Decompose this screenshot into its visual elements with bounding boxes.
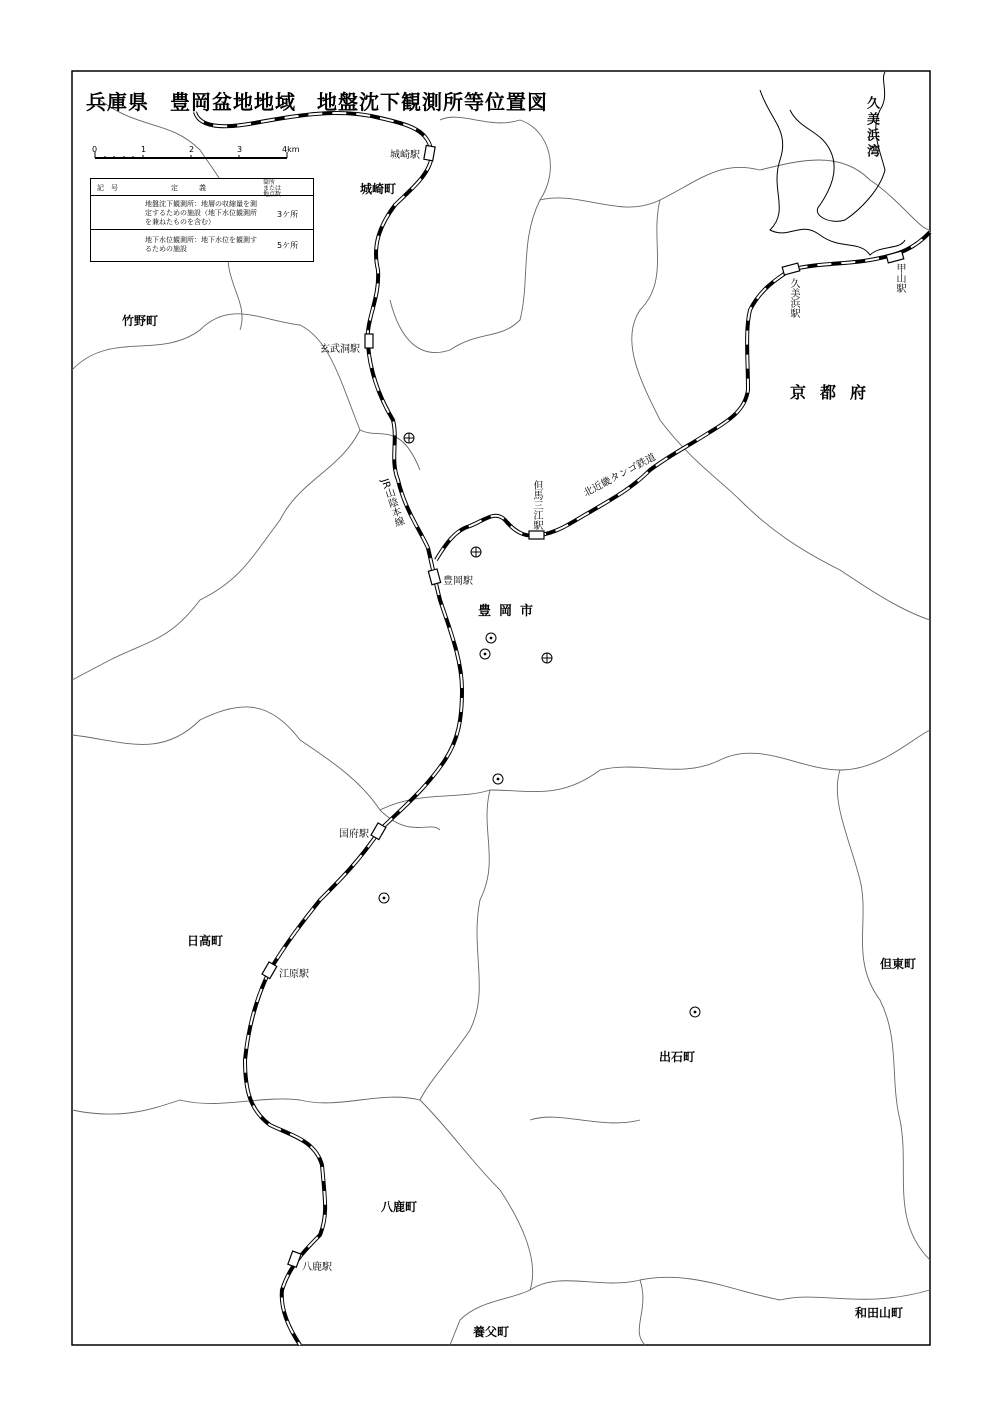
label-station-kokufu: 国府駅 [339, 829, 369, 840]
label-station-ebara: 江原駅 [279, 969, 309, 980]
station-box-kabuto [886, 251, 904, 263]
legend-header-count: 箇所 または 地点数 [263, 179, 282, 198]
scale-tick-3: 3 [237, 145, 243, 154]
groundwater-station-marker [690, 1007, 700, 1017]
legend-row-subsidence [91, 196, 313, 229]
legend [90, 178, 314, 262]
legend-count-groundwater: 5ケ所 [277, 241, 299, 250]
label-line-sanin: JR山陰本線 [378, 477, 405, 529]
coastline-kumihama-bay [760, 72, 905, 255]
groundwater-station-marker [379, 893, 389, 903]
label-line-ktr: 北近畿タンゴ鉄道 [581, 451, 658, 500]
label-station-toyooka: 豊岡駅 [443, 576, 473, 587]
legend-header-definition: 定 義 [171, 184, 206, 192]
label-tanto: 但東町 [880, 957, 917, 971]
label-station-kinosaki: 城崎駅 [390, 150, 420, 161]
label-yoka-town: 八鹿町 [381, 1200, 418, 1214]
legend-count-subsidence: 3ケ所 [277, 210, 299, 219]
label-kumihama-bay: 久美浜湾 [864, 96, 879, 160]
scale-tick-0: 0 [92, 145, 98, 154]
legend-header-symbol: 記 号 [97, 184, 118, 192]
station-box-tajima-mie [529, 531, 544, 539]
station-box-genbudo [365, 334, 373, 348]
station-box-toyooka [428, 569, 440, 585]
label-station-kabuto: 甲山駅 [894, 263, 905, 293]
label-station-genbudo: 玄武洞駅 [320, 344, 360, 355]
groundwater-station-marker [480, 649, 490, 659]
legend-definition-groundwater: 地下水位観測所：地下水位を観測するための施設 [145, 236, 257, 253]
label-station-tajima-mie: 但馬三江駅 [531, 480, 542, 530]
groundwater-station-marker [493, 774, 503, 784]
scale-tick-4: 4km [282, 145, 300, 154]
station-box-kinosaki [424, 145, 435, 160]
subsidence-station-marker [542, 653, 552, 663]
jr-sanin-line [195, 112, 462, 1345]
station-box-yoka [288, 1251, 301, 1267]
map-frame [72, 71, 930, 1345]
label-station-kumihama: 久美浜駅 [788, 278, 799, 318]
subsidence-station-marker [471, 547, 481, 557]
scale-tick-2: 2 [189, 145, 195, 154]
label-hidaka: 日高町 [187, 934, 224, 948]
legend-definition-subsidence: 地盤沈下観測所：地層の収縮量を測定するための施設（地下水位観測所を兼ねたものを含む） [145, 200, 257, 226]
label-toyooka: 豊岡市 [478, 604, 542, 619]
map-title: 兵庫県 豊岡盆地地域 地盤沈下観測所等位置図 [86, 90, 548, 114]
subsidence-station-marker [404, 433, 414, 443]
groundwater-station-marker [486, 633, 496, 643]
label-station-yoka: 八鹿駅 [302, 1262, 332, 1273]
label-izushi: 出石町 [659, 1050, 696, 1064]
legend-header [91, 179, 313, 196]
label-kyoto: 京都府 [790, 383, 881, 402]
scale-tick-1: 1 [141, 145, 147, 154]
label-takeno: 竹野町 [122, 314, 159, 328]
station-box-kumihama [782, 263, 800, 275]
station-boxes [262, 145, 904, 1267]
label-kinosaki: 城崎町 [360, 182, 397, 196]
municipal-boundaries [72, 100, 930, 1345]
label-wadayama: 和田山町 [855, 1306, 904, 1320]
label-yabu: 養父町 [473, 1325, 510, 1339]
legend-row-groundwater [91, 229, 313, 261]
